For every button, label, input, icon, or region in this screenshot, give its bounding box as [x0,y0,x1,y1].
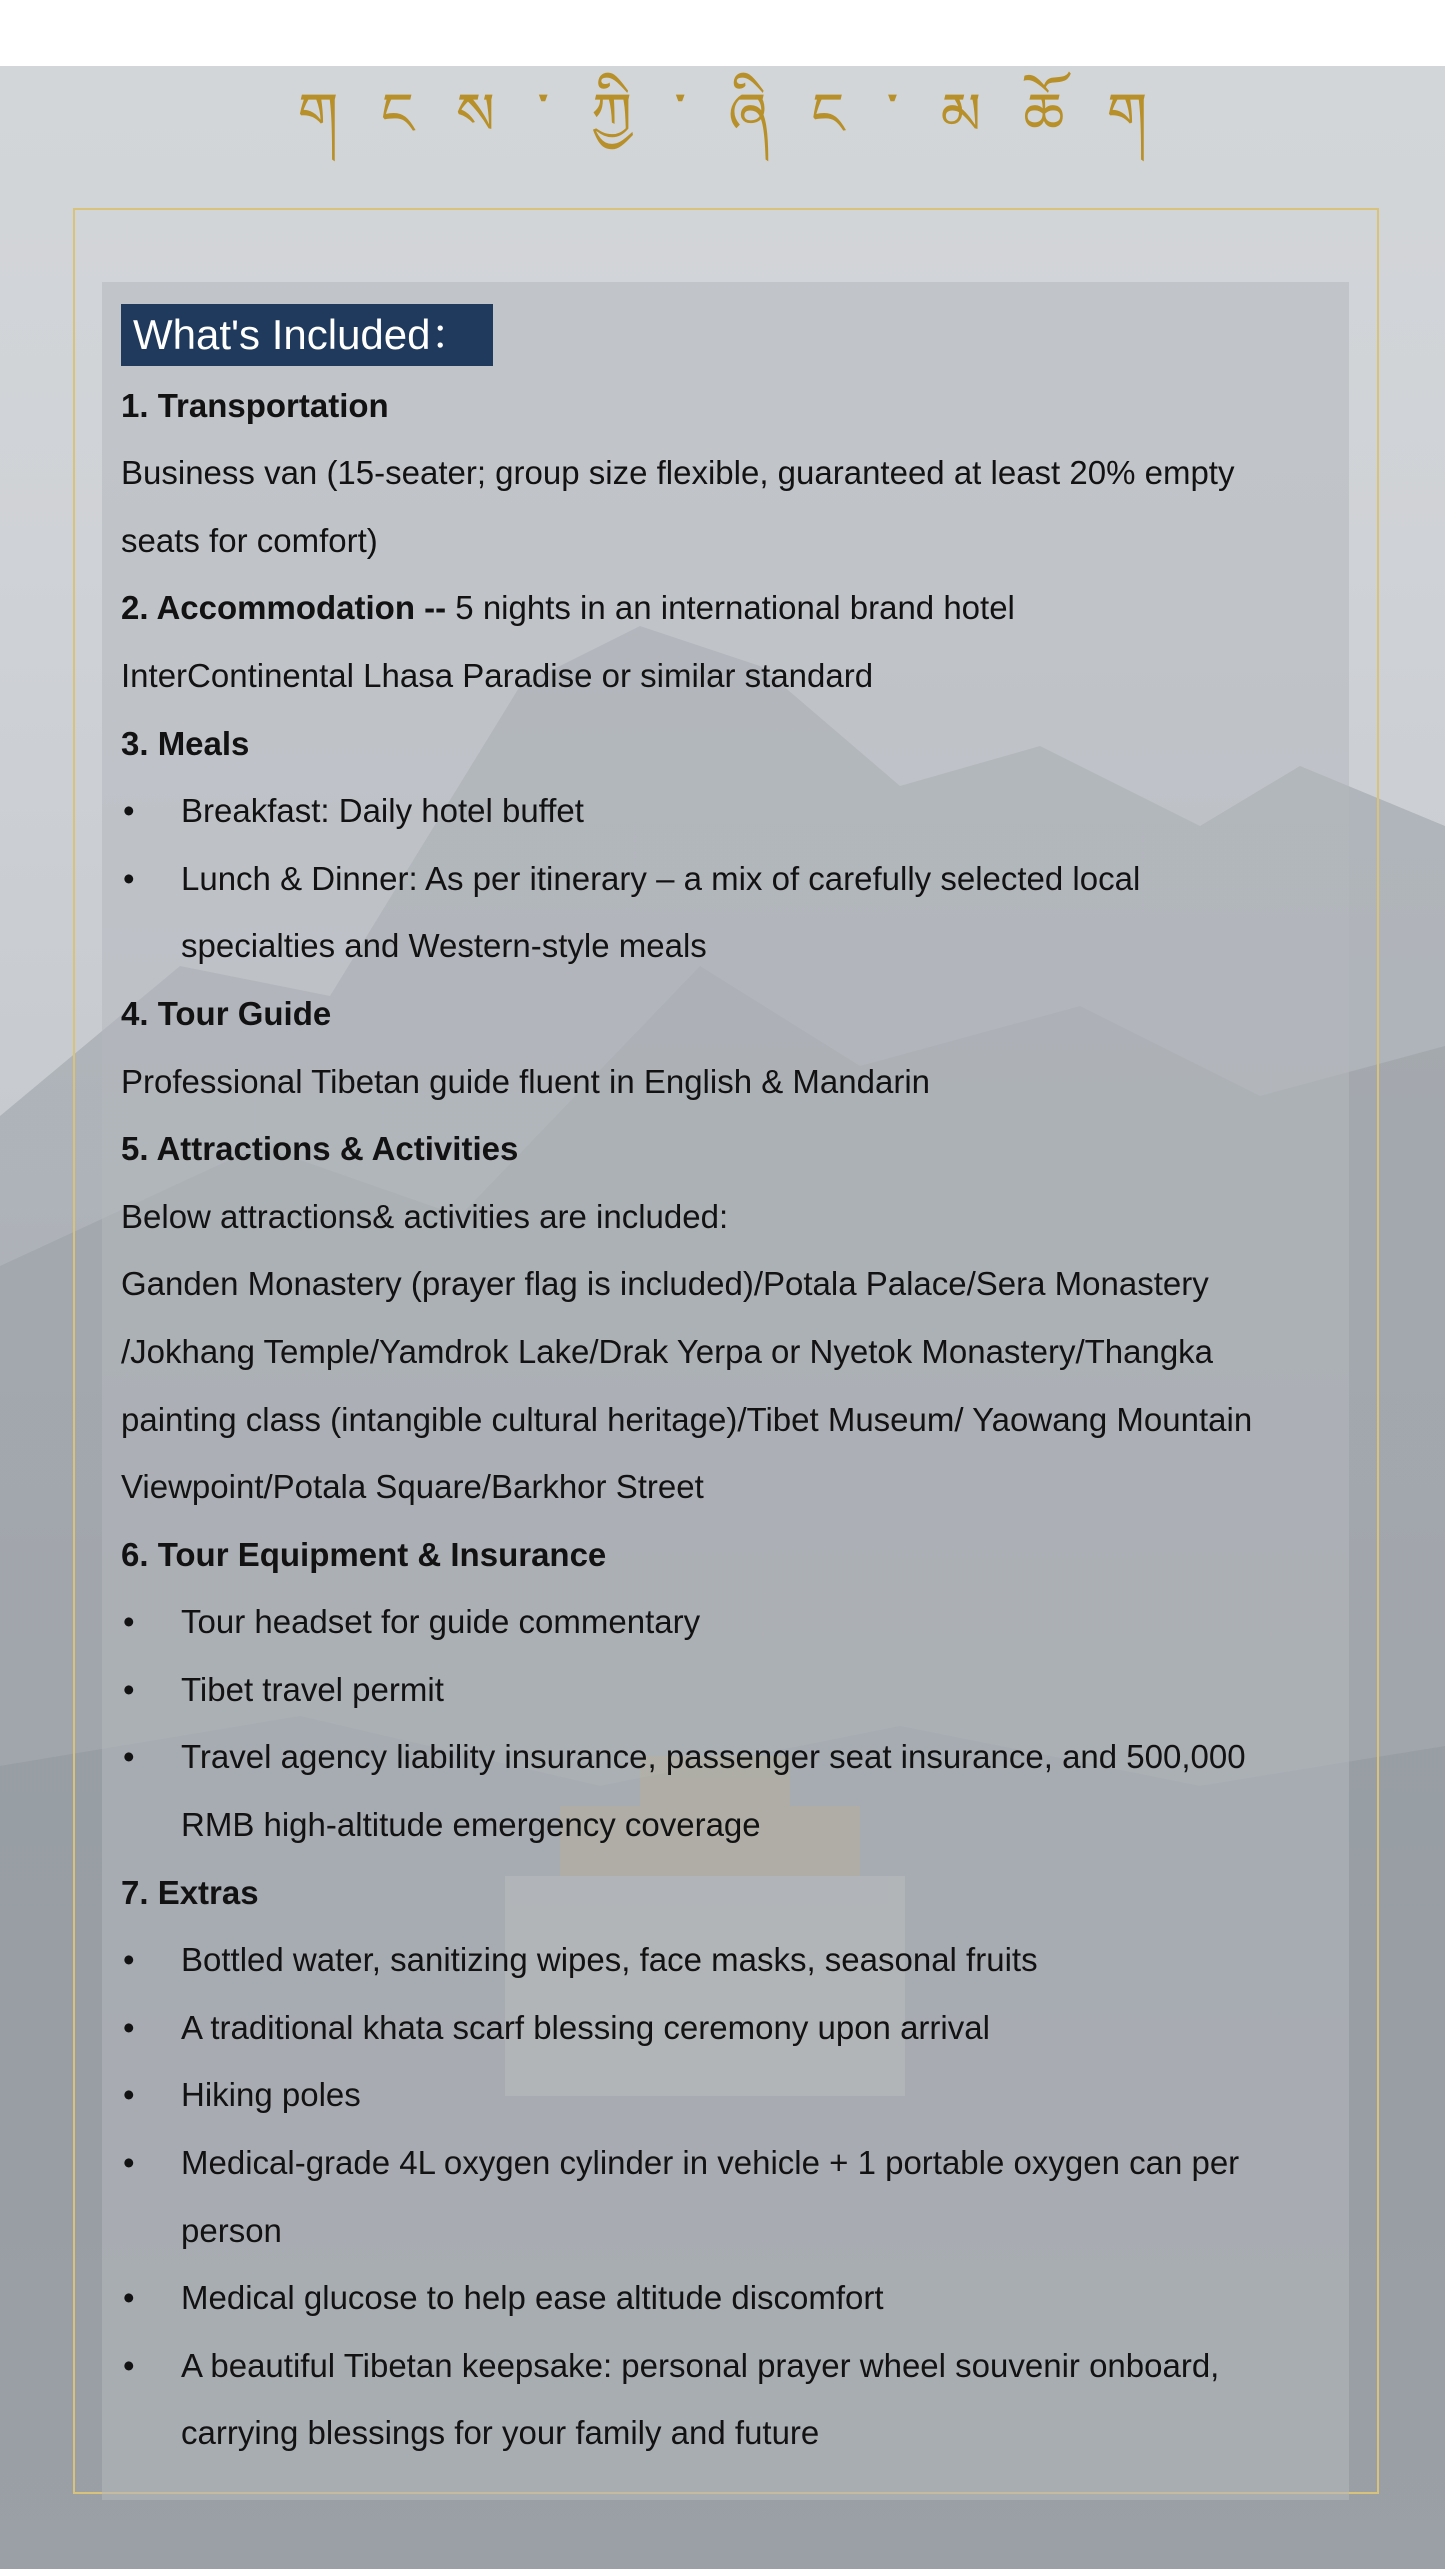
extras-item-6a: A beautiful Tibetan keepsake: personal prayer wheel souvenir onboard, [181,2346,1220,2384]
bullet: • [123,1603,135,1641]
tibetan-script-header [0,79,1445,176]
bullet: • [123,2346,135,2384]
section-title: What's Included： [121,304,493,366]
extras-item-6b: carrying blessings for your family and future [181,2414,820,2452]
meals-item-2b: specialties and Western-style meals [181,927,707,965]
tibetan-glyph: མ [940,79,982,148]
meals-item-2a: Lunch & Dinner: As per itinerary – a mix of carefully selected local [181,859,1141,897]
tibetan-glyph: ས [455,79,496,148]
tibetan-glyph: ང [810,79,845,148]
list-item [121,845,1333,913]
accommodation-inline: 5 nights in an international brand hotel [446,589,1015,627]
list-item [121,1588,1333,1656]
bullet: • [123,2279,135,2317]
tibetan-glyph: ཀྱི [591,79,633,148]
list-item [121,1656,1333,1724]
extras-item-5: Medical glucose to help ease altitude discomfort [181,2279,884,2317]
extras-item-4a: Medical-grade 4L oxygen cylinder in vehicle + 1 portable oxygen can per [181,2144,1240,2182]
attractions-line-2: /Jokhang Temple/Yamdrok Lake/Drak Yerpa or Nyetok Monastery/Thangka [121,1332,1214,1370]
meals-item-1: Breakfast: Daily hotel buffet [181,792,584,830]
equipment-item-2: Tibet travel permit [181,1670,444,1708]
heading-tour-guide: 4. Tour Guide [121,994,332,1032]
tibetan-glyph: ་ [674,79,687,148]
list-item [121,2332,1333,2400]
extras-item-3: Hiking poles [181,2076,361,2114]
included-content [121,304,1333,2467]
heading-meals: 3. Meals [121,724,250,762]
transport-text-1: Business van (15-seater; group size flexible, guaranteed at least 20% empty [121,454,1235,492]
bullet: • [123,2144,135,2182]
accommodation-line [121,574,1333,642]
list-item [121,1926,1333,1994]
list-item-continuation [121,912,1333,980]
heading-transportation: 1. Transportation [121,386,389,424]
guide-text: Professional Tibetan guide fluent in English & Mandarin [121,1062,930,1100]
list-item-continuation [121,2197,1333,2265]
transport-text-2: seats for comfort) [121,521,378,559]
list-item-continuation [121,2399,1333,2467]
list-item-continuation [121,1791,1333,1859]
bullet: • [123,859,135,897]
list-item [121,1994,1333,2062]
bullet: • [123,1941,135,1979]
extras-item-4b: person [181,2211,282,2249]
list-item [121,2129,1333,2197]
bullet: • [123,1670,135,1708]
bullet: • [123,2008,135,2046]
tibetan-glyph: ་ [886,79,899,148]
tibetan-glyph: ག [297,79,339,148]
tibetan-glyph: ཞི [728,79,769,148]
accommodation-text: InterContinental Lhasa Paradise or similar standard [121,656,874,694]
tibetan-glyph: ཆོ [1023,79,1065,148]
list-item [121,2264,1333,2332]
extras-item-1: Bottled water, sanitizing wipes, face masks, seasonal fruits [181,1941,1038,1979]
list-item [121,777,1333,845]
tibetan-glyph: ་ [537,79,550,148]
heading-attractions: 5. Attractions & Activities [121,1130,519,1168]
list-item [121,2061,1333,2129]
equipment-item-3a: Travel agency liability insurance, passenger seat insurance, and 500,000 [181,1738,1246,1776]
tibetan-glyph: ག [1106,79,1148,148]
equipment-item-1: Tour headset for guide commentary [181,1603,701,1641]
attractions-line-3: painting class (intangible cultural heritage)/Tibet Museum/ Yaowang Mountain [121,1400,1253,1438]
attractions-line-4: Viewpoint/Potala Square/Barkhor Street [121,1468,704,1506]
tibetan-glyph: ང [380,79,414,148]
extras-item-2: A traditional khata scarf blessing ceremony upon arrival [181,2008,990,2046]
bullet: • [123,792,135,830]
heading-extras: 7. Extras [121,1873,259,1911]
attractions-intro: Below attractions& activities are included: [121,1197,729,1235]
bullet: • [123,1738,135,1776]
equipment-item-3b: RMB high-altitude emergency coverage [181,1806,761,1844]
heading-equipment: 6. Tour Equipment & Insurance [121,1535,607,1573]
list-item [121,1723,1333,1791]
bullet: • [123,2076,135,2114]
attractions-line-1: Ganden Monastery (prayer flag is included)/Potala Palace/Sera Monastery [121,1265,1209,1303]
heading-accommodation: 2. Accommodation -- [121,589,447,627]
